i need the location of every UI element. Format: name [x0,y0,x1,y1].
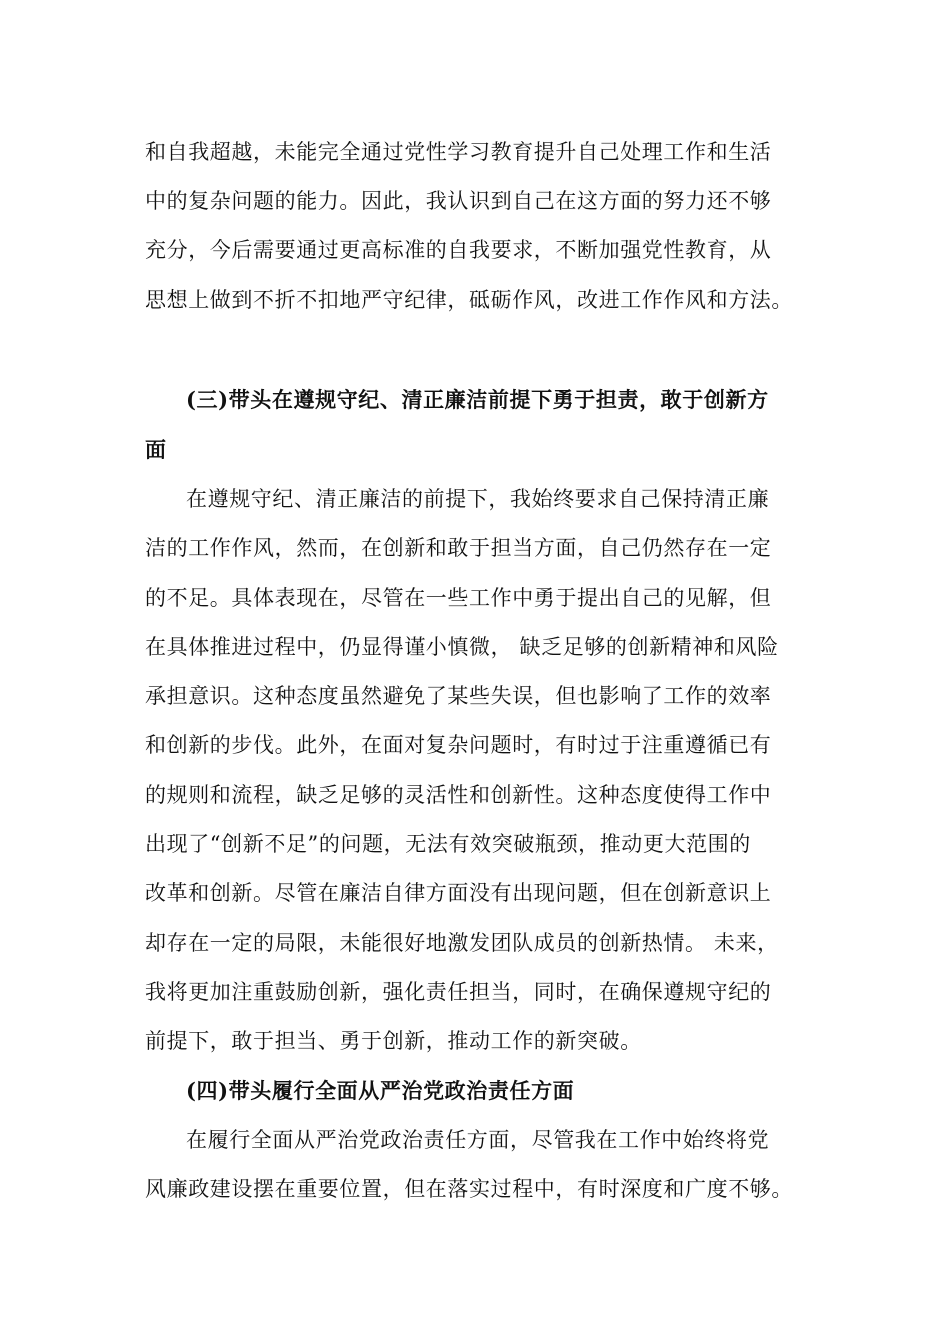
paragraph-line: 在遵规守纪、清正廉洁的前提下，我始终要求自己保持清正廉 [186,487,770,511]
paragraph-line: 的不足。具体表现在，尽管在一些工作中勇于提出自己的见解，但 [145,586,772,610]
section-heading-3-continued: 面 [145,437,167,462]
paragraph-line: 洁的工作作风，然而，在创新和敢于担当方面，自己仍然存在一定 [145,536,772,560]
paragraph-line: 在具体推进过程中，仍显得谨小慎微， 缺乏足够的创新精神和风险 [145,635,779,659]
paragraph-line: 我将更加注重鼓励创新，强化责任担当，同时，在确保遵规守纪的 [145,980,772,1004]
section-heading-3: (三)带头在遵规守纪、清正廉洁前提下勇于担责，敢于创新方 [186,387,769,412]
paragraph-line: 和创新的步伐。此外，在面对复杂问题时，有时过于注重遵循已有 [145,733,772,757]
paragraph-line: 在履行全面从严治党政治责任方面，尽管我在工作中始终将党 [186,1128,770,1152]
paragraph-line: 和自我超越，未能完全通过党性学习教育提升自己处理工作和生活 [145,140,772,164]
paragraph-line: 中的复杂问题的能力。因此，我认识到自己在这方面的努力还不够 [145,189,772,213]
paragraph-line: 充分，今后需要通过更高标准的自我要求，不断加强党性教育，从 [145,238,772,262]
paragraph-line: 承担意识。这种态度虽然避免了某些失误，但也影响了工作的效率 [145,684,772,708]
paragraph-line: 却存在一定的局限，未能很好地激发团队成员的创新热情。 未来， [145,931,779,955]
paragraph-line: 的规则和流程，缺乏足够的灵活性和创新性。这种态度使得工作中 [145,783,772,807]
paragraph-line: 前提下，敢于担当、勇于创新，推动工作的新突破。 [145,1029,642,1053]
paragraph-line: 思想上做到不折不扣地严守纪律，砥砺作风，改进工作作风和方法。 [145,288,793,312]
paragraph-line: 风廉政建设摆在重要位置，但在落实过程中，有时深度和广度不够。 [145,1177,793,1201]
section-heading-4: (四)带头履行全面从严治党政治责任方面 [186,1078,575,1103]
paragraph-line: 改革和创新。尽管在廉洁自律方面没有出现问题，但在创新意识上 [145,881,772,905]
paragraph-line: 出现了“创新不足”的问题，无法有效突破瓶颈，推动更大范围的 [145,832,751,856]
